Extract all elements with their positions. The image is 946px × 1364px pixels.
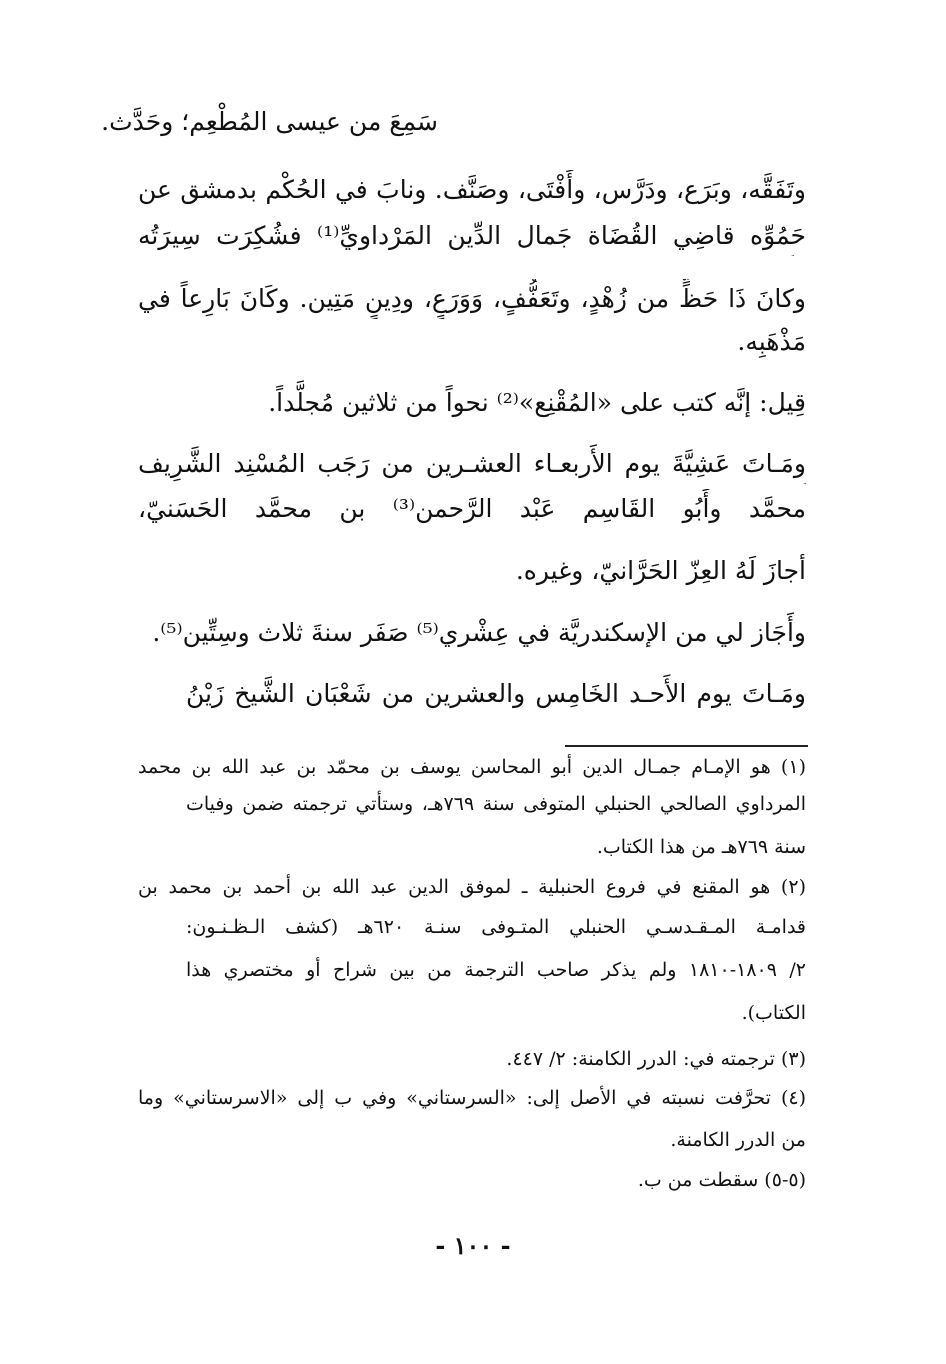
footnote-5: (٥-٥) سقطت من ب. xyxy=(637,1169,806,1191)
footnote-1-line-2: المرداوي الصالحي الحنبلي المتوفى سنة ٧٦٩هـ، وستأتي ترجمته ضمن وفيات xyxy=(186,793,806,815)
body-line-7: ومَـاتَ عَشِيَّةَ يوم الأَربعـاء العشـرين من رَجَب المُسْنِد الشَّرِيف xyxy=(138,449,806,478)
body-line-4: وكانَ ذَا حَظٍّ من زُهْدٍ، وتَعَفُّفٍ، وَوَرَعٍ، ودِينٍ مَتِين. وكَانَ بَارِعاً في xyxy=(138,284,806,313)
body-line-6: قِيل: إنَّه كتب على «المُقْنِع»⁽²⁾ نحواً من ثلاثين مُجلَّداً. xyxy=(268,388,806,417)
body-line-2: وتَفَقَّه، وبَرَع، ودَرَّس، وأَفْتَى، وصَنَّف. ونابَ في الحُكْم بدمشق عن xyxy=(138,175,806,204)
footnote-4-line-1: (٤) تحرَّفت نسبته في الأصل إلى: «السرستاني» وفي ب إلى «الاسرستاني» وما xyxy=(138,1087,806,1109)
body-line-1: سَمِعَ من عيسى المُطْعِم؛ وحَدَّث. xyxy=(101,107,438,136)
body-line-5: مَذْهَبِه. xyxy=(737,327,806,356)
body-line-3: حَمُوِّه قاضِي القُضَاة جَمال الدِّين المَرْداويِّ⁽¹⁾ فشُكِرَت سِيرَتُه xyxy=(138,221,806,250)
footnote-2-line-1: (٢) هو المقنع في فروع الحنبلية ـ لموفق الدين عبد الله بن أحمد بن محمد بن xyxy=(138,876,806,898)
footnote-2-line-2: قدامـة المـقـدسـي الحنبلي المتـوفى سنـة ٦٢٠هـ (كشف الـظـنـون: xyxy=(186,916,806,938)
footnote-1-line-1: (١) هو الإمـام جمـال الدين أبو المحاسن يوسف بن محمّد بن عبد الله بن محمد xyxy=(138,756,806,778)
footnote-3: (٣) ترجمته في: الدرر الكامنة: ٢/ ٤٤٧. xyxy=(506,1048,806,1070)
footnote-separator xyxy=(565,745,808,747)
footnote-2-line-4: الكتاب). xyxy=(741,1002,806,1024)
page-number: - ١٠٠ - xyxy=(435,1231,511,1260)
body-line-11: ومَـاتَ يوم الأَحـد الخَامِس والعشرين من شَعْبَان الشَّيخ زَيْنُ xyxy=(186,679,806,708)
body-line-10: وأَجَاز لي من الإسكندريَّة في عِشْري⁽⁵⁾ صَفَر سنةَ ثلاث وسِتِّين⁽⁵⁾. xyxy=(152,618,806,647)
footnote-4-line-2: من الدرر الكامنة. xyxy=(670,1129,806,1151)
footnote-1-line-3: سنة ٧٦٩هـ من هذا الكتاب. xyxy=(596,836,806,858)
body-line-9: أجازَ لَهُ العِزّ الحَرَّانيّ، وغيره. xyxy=(515,556,806,585)
footnote-2-line-3: ٢/ ١٨٠٩-١٨١٠ ولم يذكر صاحب الترجمة من بين شراح أو مختصري هذا xyxy=(186,959,806,981)
body-line-8: محمَّد وأَبُو القَاسِم عَبْد الرَّحمن⁽³⁾ بن محمَّد الحَسَنيّ، xyxy=(138,494,806,523)
